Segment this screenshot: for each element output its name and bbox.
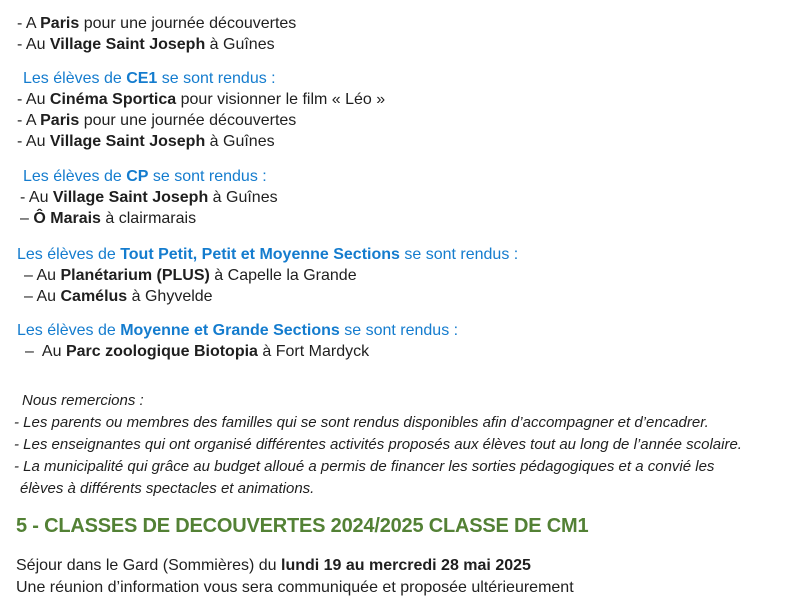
place-name: Cinéma Sportica (49, 91, 177, 108)
list-item: - Au Village Saint Joseph à Guînes (17, 36, 275, 53)
bullet-dash: – (25, 343, 34, 360)
list-item: - Au Village Saint Joseph à Guînes (20, 189, 278, 206)
bullet-dash: - (17, 15, 23, 32)
place-name: Parc zoologique Biotopia (65, 343, 258, 360)
class-name: CP (126, 168, 149, 185)
bullet-dash: - (20, 189, 26, 206)
list-item: – Au Parc zoologique Biotopia à Fort Mardyck (25, 343, 370, 360)
list-item: - Au Cinéma Sportica pour visionner le film « Léo » (17, 91, 386, 108)
place-name: Camélus (60, 288, 128, 305)
bullet-dash: - (17, 36, 23, 53)
place-name: Paris (40, 112, 80, 129)
section-heading-ce1: Les élèves de CE1 se sont rendus : (23, 70, 276, 87)
bullet-dash: – (24, 288, 33, 305)
meeting-info-line: Une réunion d’information vous sera communiquée et proposée ultérieurement (16, 579, 574, 596)
place-name: Paris (40, 15, 80, 32)
list-item: – Au Camélus à Ghyvelde (24, 288, 213, 305)
section-heading-maternelle: Les élèves de Tout Petit, Petit et Moyenne Sections se sont rendus : (17, 246, 519, 263)
class-name: Tout Petit, Petit et Moyenne Sections (120, 246, 400, 263)
bullet-dash: - (17, 91, 23, 108)
thanks-line: - Les parents ou membres des familles qui se sont rendus disponibles afin d’accompagner et d’encadrer. (14, 414, 709, 431)
class-name: Moyenne et Grande Sections (120, 322, 340, 339)
list-item: – Ô Marais à clairmarais (20, 210, 197, 227)
thanks-title: Nous remercions : (22, 392, 144, 409)
list-item: - A Paris pour une journée découvertes (17, 15, 297, 32)
list-item: – Au Planétarium (PLUS) à Capelle la Grande (24, 267, 357, 284)
bullet-dash: – (20, 210, 29, 227)
thanks-line: - Les enseignantes qui ont organisé différentes activités proposés aux élèves tout au long de l’année scolaire. (14, 436, 742, 453)
section-heading-cp: Les élèves de CP se sont rendus : (23, 168, 267, 185)
trip-dates: lundi 19 au mercredi 28 mai 2025 (281, 557, 531, 574)
trip-dates-line: Séjour dans le Gard (Sommières) du lundi 19 au mercredi 28 mai 2025 (16, 557, 531, 574)
section-heading-moyenne-grande: Les élèves de Moyenne et Grande Sections se sont rendus : (17, 322, 459, 339)
thanks-line-continuation: élèves à différents spectacles et animations. (20, 480, 315, 497)
thanks-line: - La municipalité qui grâce au budget alloué a permis de financer les sorties pédagogiques et a convié les (14, 458, 715, 475)
place-name: Village Saint Joseph (49, 36, 206, 53)
place-name: Village Saint Joseph (52, 189, 209, 206)
list-item: - A Paris pour une journée découvertes (17, 112, 297, 129)
thanks-note (0, 390, 812, 500)
chapter-heading: 5 - CLASSES DE DECOUVERTES 2024/2025 CLASSE DE CM1 (16, 515, 589, 537)
bullet-dash: - (17, 133, 23, 150)
place-name: Village Saint Joseph (49, 133, 206, 150)
place-name: Ô Marais (33, 210, 101, 227)
bullet-dash: – (24, 267, 33, 284)
list-item: - Au Village Saint Joseph à Guînes (17, 133, 275, 150)
class-name: CE1 (126, 70, 158, 87)
place-name: Planétarium (PLUS) (60, 267, 210, 284)
bullet-dash: - (17, 112, 23, 129)
